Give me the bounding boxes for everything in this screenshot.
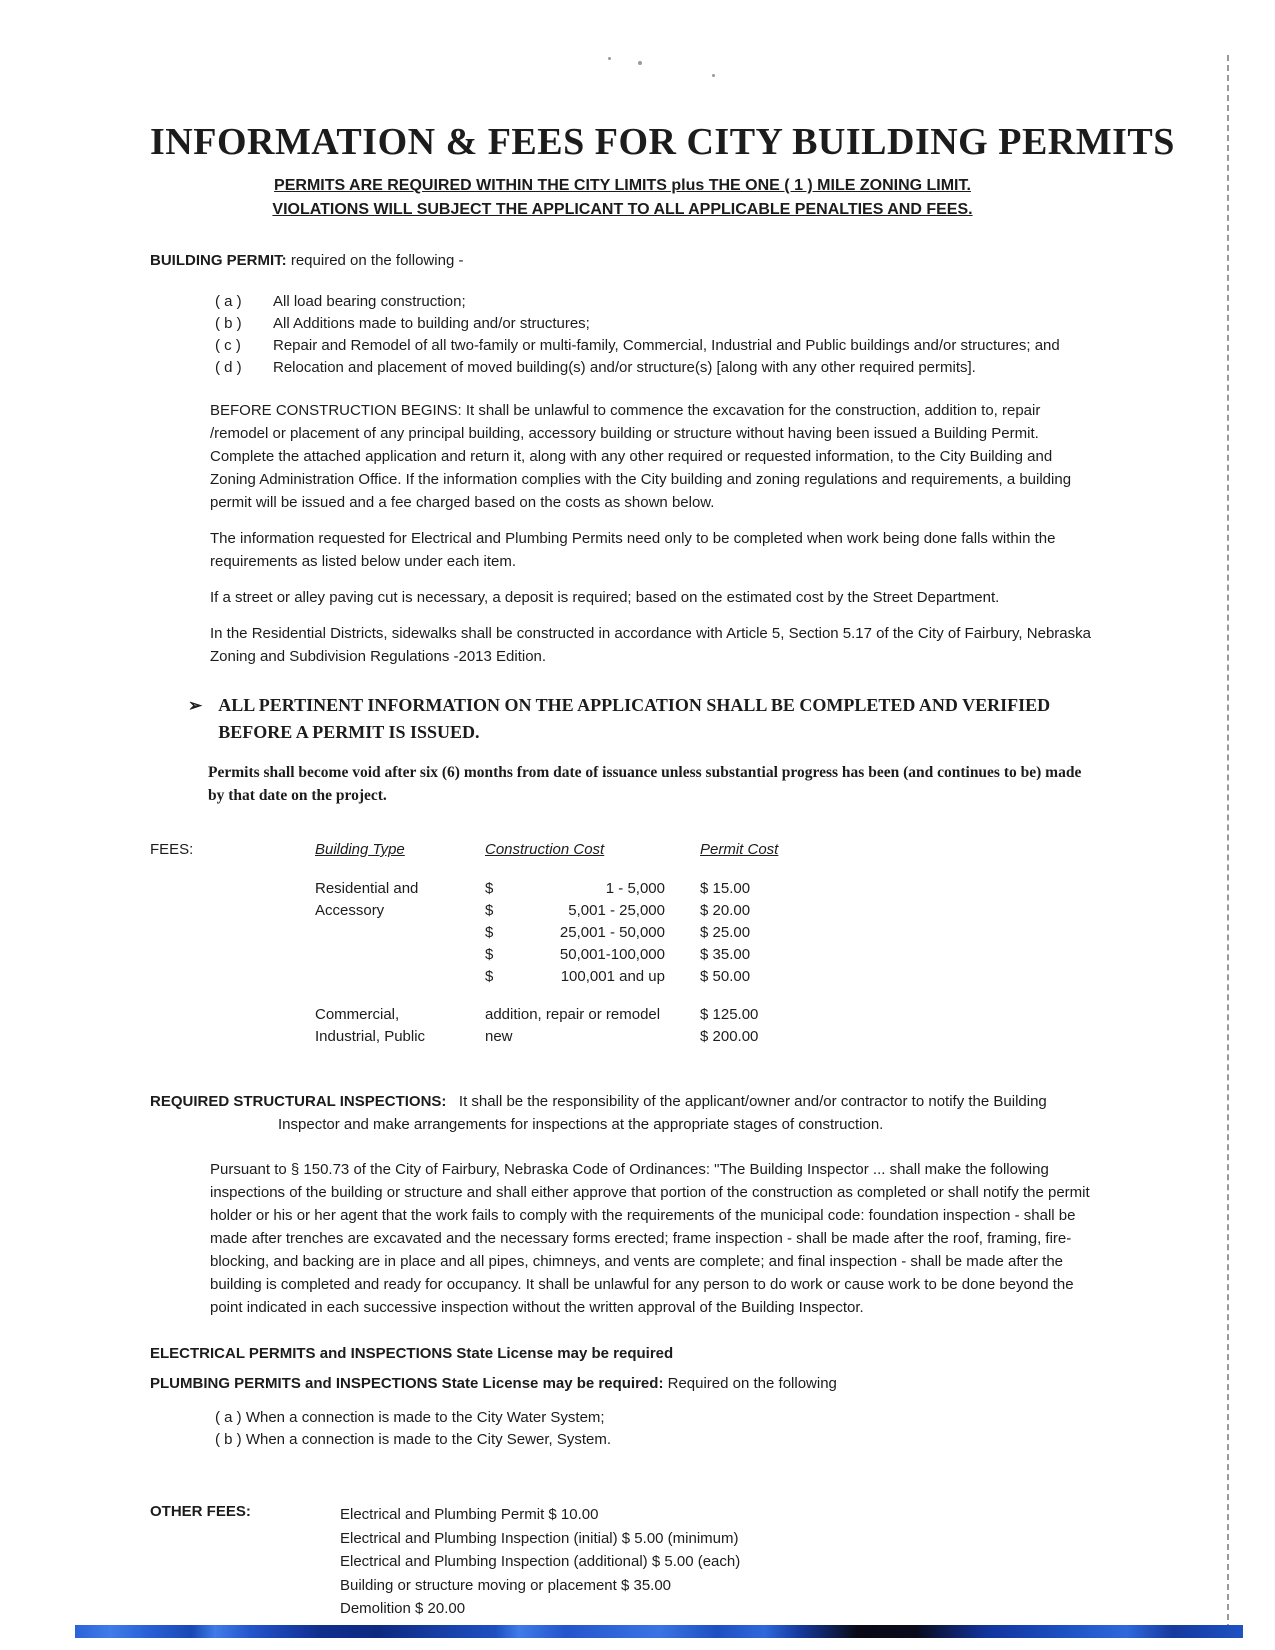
page-title: INFORMATION & FEES FOR CITY BUILDING PERMITS — [150, 121, 1175, 163]
list-item-text: All Additions made to building and/or structures; — [273, 315, 590, 332]
column-header-construction-cost: Construction Cost — [485, 841, 605, 858]
fees-header-row — [150, 841, 1095, 858]
paragraph-pursuant: Pursuant to § 150.73 of the City of Fairbury, Nebraska Code of Ordinances: "The Building Inspector ... shall make the following inspections of the building or structure and shall either approve that portion of the construction as completed or shall notify the permit holder or his or her agent that the work fails to comply with the requirements of the municipal code: foundation inspection - shall be made after trenches are excavated and the necessary forms erected; frame inspection - shall be made after the roof, framing, fire-blocking, and backing are in place and all pipes, chimneys, and vents are complete; and final inspection - shall be made after the building is completed and ready for occupancy. It shall be unlawful for any person to do work or cause work to be done beyond the point indicated in each successive inspection without the written approval of the Building Inspector. — [210, 1161, 1090, 1316]
subtitle-line-2: VIOLATIONS WILL SUBJECT THE APPLICANT TO ALL APPLICABLE PENALTIES AND FEES. — [272, 201, 973, 218]
subtitle-line-1: PERMITS ARE REQUIRED WITHIN THE CITY LIMITS plus THE ONE ( 1 ) MILE ZONING LIMIT. — [274, 177, 971, 194]
document-content — [150, 0, 1175, 1621]
list-item — [215, 313, 1095, 335]
permit-costs-commercial: $ 125.00 $ 200.00 — [700, 1006, 759, 1045]
list-item-marker: ( c ) — [215, 337, 241, 354]
list-item: Electrical and Plumbing Inspection (initial) $ 5.00 (minimum) — [340, 1529, 739, 1547]
plumbing-permits-line — [150, 1375, 1095, 1392]
building-permit-list — [215, 291, 1095, 379]
fees-table — [150, 841, 1095, 1048]
list-item: ( a ) When a connection is made to the City Water System; — [215, 1409, 605, 1426]
plumbing-items-list — [215, 1407, 1095, 1451]
building-type-commercial: Commercial, Industrial, Public — [315, 1006, 426, 1045]
subtitle — [150, 174, 1095, 222]
paragraph-street-alley: If a street or alley paving cut is necessary, a deposit is required; based on the estimated cost by the Street Department. — [210, 589, 1000, 606]
footer-decorative-bar — [75, 1625, 1243, 1638]
list-item: ( b ) When a connection is made to the City Sewer, System. — [215, 1431, 612, 1448]
structural-inspections-intro: It shall be the responsibility of the applicant/owner and/or contractor to notify the Building Inspector and make arrangements for inspections at the appropriate stages of construction. — [278, 1093, 1047, 1133]
void-note: Permits shall become void after six (6) months from date of issuance unless substantial progress has been (and continues to be) made by that date on the project. — [208, 764, 1082, 804]
other-fees-section — [150, 1503, 1095, 1621]
permit-costs-residential: $ 15.00 $ 20.00 $ 25.00 $ 35.00 $ 50.00 — [700, 880, 751, 985]
list-item — [215, 357, 1095, 379]
list-item: Electrical and Plumbing Inspection (additional) $ 5.00 (each) — [340, 1553, 741, 1570]
building-permit-label: BUILDING PERMIT: — [150, 252, 287, 269]
electrical-permits-line: ELECTRICAL PERMITS and INSPECTIONS State License may be required — [150, 1345, 674, 1362]
notice-text: ALL PERTINENT INFORMATION ON THE APPLICATION SHALL BE COMPLETED AND VERIFIED BEFORE A PERMIT IS ISSUED. — [218, 695, 1051, 742]
paragraph-electrical-plumbing-info: The information requested for Electrical and Plumbing Permits need only to be completed when work being done falls within the requirements as listed below under each item. — [210, 530, 1056, 570]
construction-cost-ranges: $ 1 - 5,000 $ 5,001 - 25,000 $ 25,001 - 50,000 $ 50,001-100,000 $ 100,001 and up — [485, 880, 665, 985]
pertinent-information-notice — [188, 692, 1088, 746]
list-item-text: Repair and Remodel of all two-family or multi-family, Commercial, Industrial and Public buildings and/or structures; and — [273, 337, 1060, 354]
structural-inspections-label: REQUIRED STRUCTURAL INSPECTIONS: — [150, 1093, 447, 1110]
list-item-text: Relocation and placement of moved building(s) and/or structure(s) [along with any other required permits]. — [273, 359, 976, 376]
paragraph-sidewalks: In the Residential Districts, sidewalks shall be constructed in accordance with Article 5, Section 5.17 of the City of Fairbury, Nebraska Zoning and Subdivision Regulations -2013 Edition. — [210, 625, 1091, 665]
column-header-building-type: Building Type — [315, 841, 405, 858]
list-item-marker: ( d ) — [215, 359, 242, 376]
list-item: Building or structure moving or placement $ 35.00 — [340, 1576, 672, 1594]
plumbing-permits-label: PLUMBING PERMITS and INSPECTIONS State License may be required: — [150, 1375, 664, 1392]
paragraph-before-construction: BEFORE CONSTRUCTION BEGINS: It shall be unlawful to commence the excavation for the construction, addition to, repair /remodel or placement of any principal building, accessory building or structure without having been issued a Building Permit. Complete the attached application and return it, along with any other required or requested information, to the City Building and Zoning Administration Office. If the information complies with the City building and zoning regulations and requirements, a building permit will be issued and a fee charged based on the costs as shown below. — [210, 402, 1072, 511]
list-item-text: All load bearing construction; — [273, 293, 466, 310]
plumbing-permits-suffix: Required on the following — [667, 1375, 837, 1392]
structural-inspections-heading — [150, 1090, 1095, 1136]
list-item — [215, 335, 1095, 357]
building-permit-heading — [150, 252, 1095, 269]
list-item: Electrical and Plumbing Permit $ 10.00 — [340, 1506, 599, 1523]
list-item: Demolition $ 20.00 — [340, 1600, 466, 1617]
list-item-marker: ( a ) — [215, 293, 242, 310]
building-permit-intro: required on the following - — [290, 252, 464, 269]
other-fees-list — [340, 1503, 740, 1621]
arrow-bullet-icon: ➢ — [188, 696, 203, 715]
building-type-residential: Residential and Accessory — [315, 880, 419, 919]
other-fees-label: OTHER FEES: — [150, 1503, 251, 1520]
column-header-permit-cost: Permit Cost — [700, 841, 779, 858]
scan-artifact-line — [1227, 55, 1229, 1630]
fees-row-residential — [150, 878, 1095, 988]
fees-label: FEES: — [150, 841, 194, 858]
list-item — [215, 291, 1095, 313]
construction-cost-commercial: addition, repair or remodel new — [485, 1006, 661, 1045]
fees-row-commercial — [150, 1004, 1095, 1048]
list-item-marker: ( b ) — [215, 315, 242, 332]
